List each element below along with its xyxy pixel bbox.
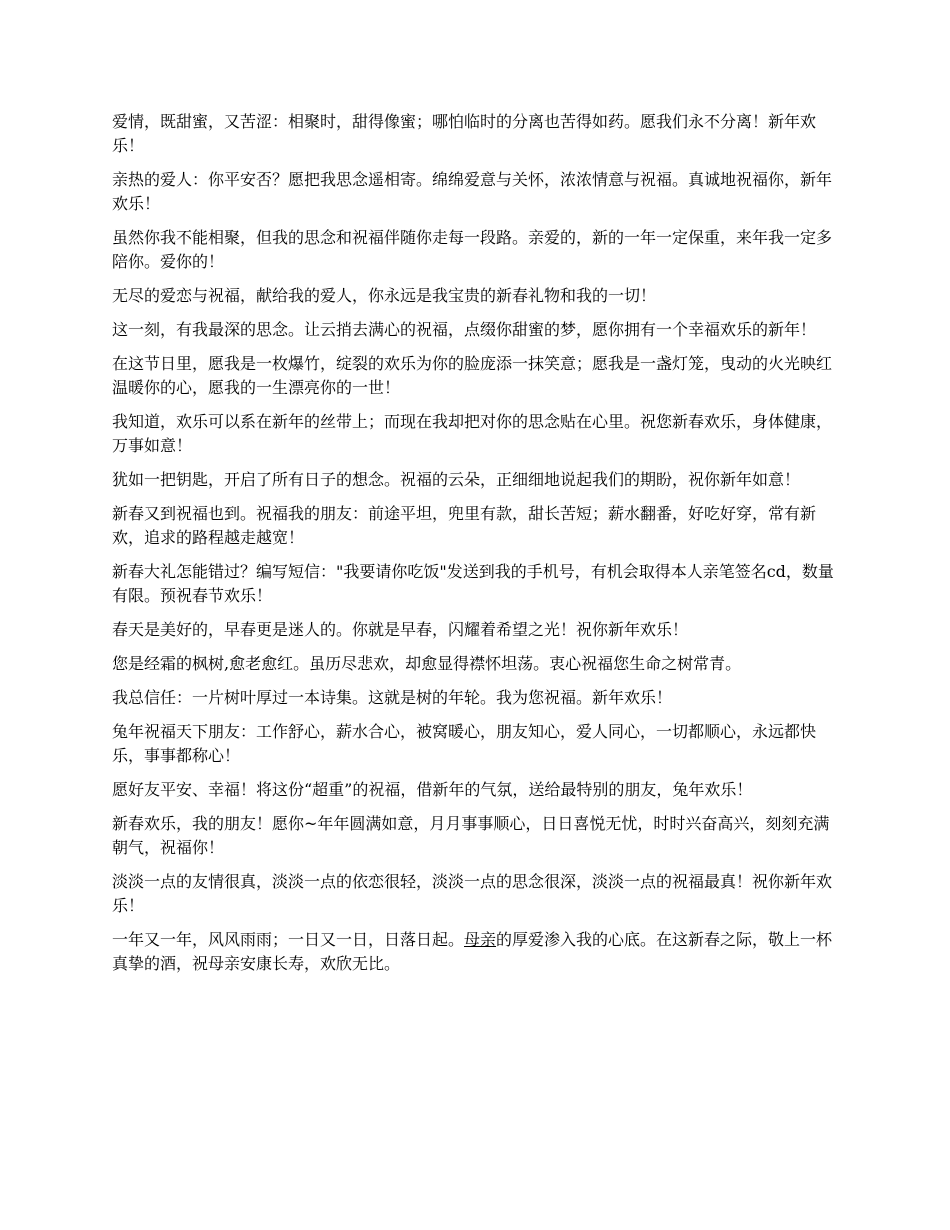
paragraph-18	[112, 928, 842, 976]
paragraph-7: 我知道，欢乐可以系在新年的丝带上；而现在我却把对你的思念贴在心里。祝您新春欢乐，身体健康，万事如意！	[112, 412, 833, 455]
paragraph-15: 愿好友平安、幸福！将这份“超重”的祝福，借新年的气氛，送给最特别的朋友，兔年欢乐！	[112, 780, 753, 799]
paragraph-11: 春天是美好的，早春更是迷人的。你就是早春，闪耀着希望之光！祝你新年欢乐！	[112, 620, 689, 639]
paragraph-12: 您是经霜的枫树,愈老愈红。虽历尽悲欢，却愈显得襟怀坦荡。衷心祝福您生命之树常青。	[112, 654, 742, 673]
paragraph-18-after: 的厚爱渗入我的心底。在这新春之际，敬上一杯真挚的酒，祝母亲安康长寿，欢欣无比。	[112, 930, 833, 973]
paragraph-5: 这一刻，有我最深的思念。让云捎去满心的祝福，点缀你甜蜜的梦，愿你拥有一个幸福欢乐的新年！	[112, 320, 817, 339]
paragraph-8: 犹如一把钥匙，开启了所有日子的想念。祝福的云朵，正细细地说起我们的期盼，祝你新年如意！	[112, 470, 801, 489]
document-body	[112, 110, 842, 986]
paragraph-18-before: 一年又一年，风风雨雨；一日又一日，日落日起。	[112, 930, 465, 949]
paragraph-9: 新春又到祝福也到。祝福我的朋友：前途平坦，兜里有款，甜长苦短；薪水翻番，好吃好穿，常有新欢，追求的路程越走越宽！	[112, 504, 817, 547]
mother-link[interactable]: 母亲	[464, 930, 497, 949]
paragraph-14: 兔年祝福天下朋友：工作舒心，薪水合心，被窝暖心，朋友知心，爱人同心，一切都顺心，永远都快乐，事事都称心！	[112, 722, 817, 765]
paragraph-4: 无尽的爱恋与祝福，献给我的爱人，你永远是我宝贵的新春礼物和我的一切！	[112, 286, 657, 305]
paragraph-17: 淡淡一点的友情很真，淡淡一点的依恋很轻，淡淡一点的思念很深，淡淡一点的祝福最真！祝你新年欢乐！	[112, 872, 833, 915]
paragraph-13: 我总信任：一片树叶厚过一本诗集。这就是树的年轮。我为您祝福。新年欢乐！	[112, 688, 673, 707]
paragraph-10: 新春大礼怎能错过？编写短信："我要请你吃饭"发送到我的手机号，有机会取得本人亲笔签名cd，数量有限。预祝春节欢乐！	[112, 562, 834, 605]
paragraph-16: 新春欢乐，我的朋友！愿你~年年圆满如意，月月事事顺心，日日喜悦无忧，时时兴奋高兴，刻刻充满朝气，祝福你！	[112, 814, 830, 857]
paragraph-2: 亲热的爱人：你平安否？愿把我思念遥相寄。绵绵爱意与关怀，浓浓情意与祝福。真诚地祝福你，新年欢乐！	[112, 170, 833, 213]
paragraph-3: 虽然你我不能相聚，但我的思念和祝福伴随你走每一段路。亲爱的，新的一年一定保重，来年我一定多陪你。爱你的！	[112, 228, 833, 271]
paragraph-6: 在这节日里，愿我是一枚爆竹，绽裂的欢乐为你的脸庞添一抹笑意；愿我是一盏灯笼，曳动的火光映红温暖你的心，愿我的一生漂亮你的一世！	[112, 354, 833, 397]
paragraph-1: 爱情，既甜蜜，又苦涩：相聚时，甜得像蜜；哪怕临时的分离也苦得如药。愿我们永不分离！新年欢乐！	[112, 112, 817, 155]
